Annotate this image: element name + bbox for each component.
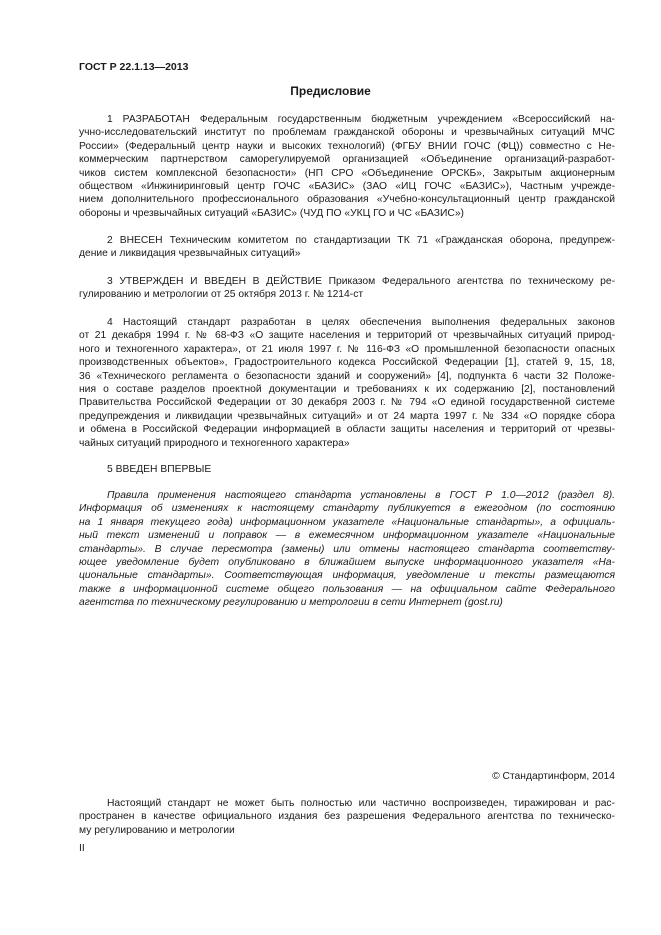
text-line: Информация об изменениях к настоящему стандарту публикуется в ежегодном (по состоянию [79,503,615,515]
text-line: 36 «Технического регламента о безопасности зданий и сооружений» [4], подпункта 6 части 32 Положе- [79,370,615,382]
paragraph-item-5 [79,463,615,476]
text-line: предупреждения и ликвидации чрезвычайных ситуаций» и от 24 марта 1997 г. № 334 «О порядке сбора [79,410,615,422]
text-line: стандарты». В случае пересмотра (замены) или отмены настоящего стандарта соответству- [79,543,615,555]
reproduction-notice [79,797,615,837]
paragraph-item-3 [79,275,615,302]
text-line: от 21 декабря 1994 г. № 68-ФЗ «О защите населения и территорий от чрезвычайных ситуаций природ- [79,330,615,342]
text-line: Правительства Российской Федерации от 30 декабря 2003 г. № 794 «О единой государственной системе [79,397,615,409]
text-line: ния о составе разделов проектной документации и требованиях к их содержанию [2], постановлений [79,384,615,396]
paragraph-item-4 [79,316,615,450]
page-number: II [79,843,85,854]
text-line: учно-исследовательский институт по проблемам гражданской обороны и чрезвычайных ситуаций МЧС [79,127,615,139]
text-line: нием дополнительного профессионального образования «Учебно-консультационный центр гражданской [79,194,615,206]
text-line: также в информационной системе общего пользования — на официальном сайте Федерального [79,583,615,595]
text-line: циональные стандарты». Соответствующая информация, уведомление и тексты размещаются [79,570,615,582]
text-line: гулированию и метрологии от 25 октября 2013 г. № 1214-ст [79,289,364,301]
paragraph-standard-rules [79,489,615,610]
text-line: Настоящий стандарт не может быть полностью или частично воспроизведен, тиражирован и рас- [107,798,615,809]
text-line: России» (Федеральный центр науки и высоких технологий) (ФГБУ ВНИИ ГОЧС (ФЦ)) совместно с Не- [79,140,615,152]
text-line: пространен в качестве официального издания без разрешения Федерального агентства по техническо- [79,811,615,823]
text-line: 1 РАЗРАБОТАН Федеральным государственным бюджетным учреждением «Всероссийский на- [107,114,615,125]
text-line: обществом «Инжиниринговый центр ГОЧС «БАЗИС» (ЗАО «ИЦ ГОЧС «БАЗИС»), Частным учрежде- [79,181,615,193]
document-code: ГОСТ Р 22.1.13—2013 [79,61,189,73]
text-line: 3 УТВЕРЖДЕН И ВВЕДЕН В ДЕЙСТВИЕ Приказом Федерального агентства по техническому ре- [107,276,615,287]
text-line: дение и ликвидация чрезвычайных ситуаций» [79,248,301,260]
text-line: чайных ситуаций природного и техногенного характера» [79,437,350,449]
paragraph-item-2 [79,234,615,261]
copyright-notice: © Стандартинформ, 2014 [492,771,615,782]
text-line: ющее уведомление будет опубликовано в ближайшем выпуске информационного указателя «На- [79,557,615,569]
text-line: чиков систем комплексной безопасности» (НП СРО «Объединение ОРСКБ», Закрытым акционерным [79,167,615,179]
text-line: обороны и чрезвычайных ситуаций «БАЗИС» (ЧУД ПО «УКЦ ГО и ЧС «БАЗИС») [79,207,464,219]
text-line: му регулированию и метрологии [79,824,235,836]
text-line: ный текст изменений и поправок — в ежемесячном информационном указателе «Национальные [79,530,615,542]
page-title: Предисловие [290,84,371,98]
text-line: 5 ВВЕДЕН ВПЕРВЫЕ [107,464,212,475]
text-line: коммерческим партнерством саморегулируемой организацией «Объединение организаций-разработ- [79,154,615,166]
paragraph-item-1 [79,113,615,220]
text-line: ного и техногенного характера», от 21 июля 1997 г. № 116-ФЗ «О промышленной безопасности опасных [79,343,615,355]
text-line: агентства по техническому регулированию и метрологии в сети Интернет (gost.ru) [79,597,503,609]
text-line: 2 ВНЕСЕН Техническим комитетом по стандартизации ТК 71 «Гражданская оборона, предупреж- [107,235,615,246]
text-line: производственных объектов», Градостроительного кодекса Российской Федерации [1], статей 9, 15, 18, [79,357,615,369]
text-line: 4 Настоящий стандарт разработан в целях обеспечения выполнения федеральных законов [107,317,615,328]
text-line: на 1 января текущего года) информационном указателе «Национальные стандарты», а официаль- [79,516,615,528]
text-line: и обмена в Российской Федерации информацией в области защиты населения и территорий от чрезвы- [79,424,615,436]
text-line: Правила применения настоящего стандарта установлены в ГОСТ Р 1.0—2012 (раздел 8). [107,490,615,501]
